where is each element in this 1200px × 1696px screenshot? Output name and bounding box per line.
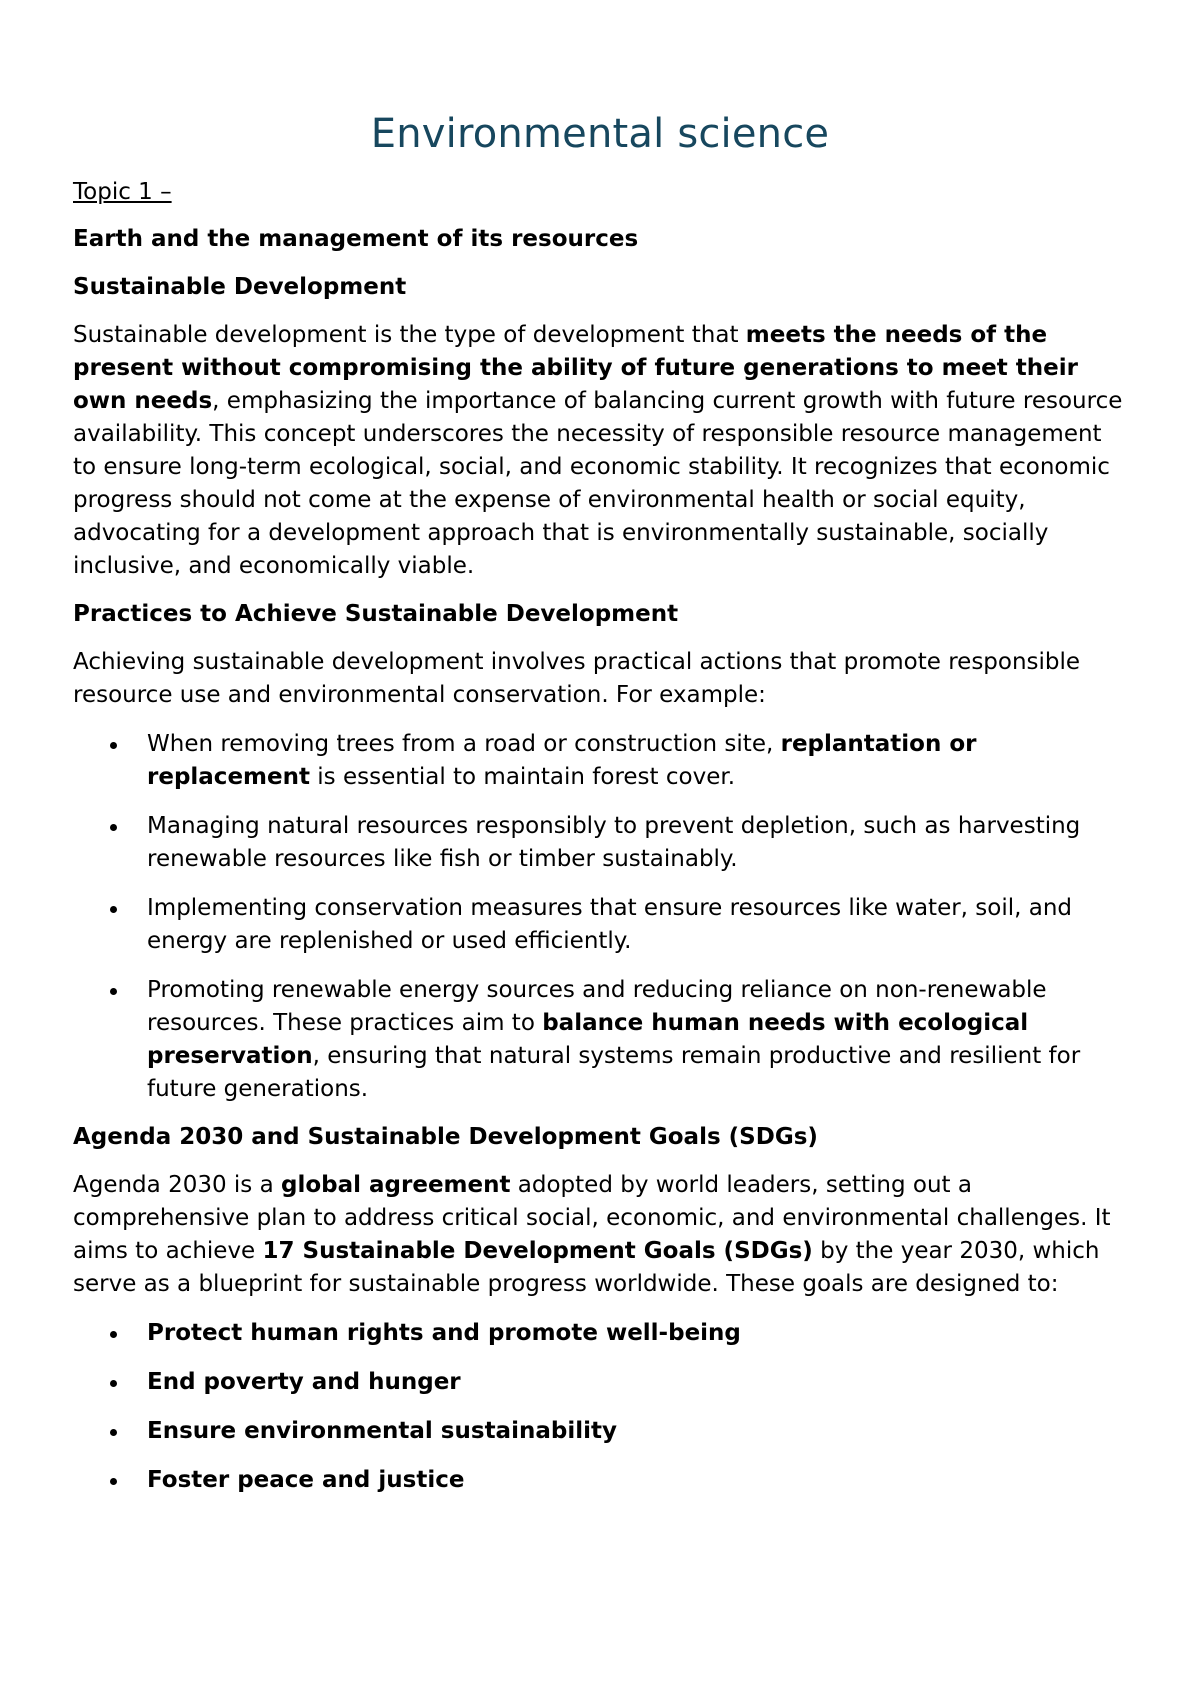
paragraph-practices-intro: Achieving sustainable development involves practical actions that promote responsible resource use and environmental conservation. For example:	[73, 649, 1081, 708]
text-run: Sustainable development is the type of development that	[73, 322, 746, 348]
list-item: Managing natural resources responsibly to prevent depletion, such as harvesting renewable resources like fish or timber sustainably.	[73, 810, 1127, 876]
goal-item: Protect human rights and promote well-being	[73, 1317, 1127, 1350]
sdg-goals-list	[73, 1317, 1127, 1497]
text-run: Agenda 2030 is a	[73, 1172, 281, 1198]
bold-text-run: meets the needs of the present without compromising the ability of future generations to meet their own needs	[73, 322, 1078, 414]
document-title: Environmental science	[370, 111, 830, 157]
text-run: When removing trees from a road or construction site,	[147, 731, 781, 757]
topic-label: Topic 1 –	[73, 179, 172, 205]
text-run: , ensuring that natural systems remain productive and resilient for future generations.	[147, 1043, 1081, 1102]
bold-text-run: 17 Sustainable Development Goals (SDGs)	[262, 1238, 813, 1264]
bold-text-run: global agreement	[281, 1172, 511, 1198]
text-run: Promoting renewable energy sources and reducing reliance on non-renewable resources. These practices aim to	[147, 977, 1047, 1036]
main-heading: Earth and the management of its resources	[73, 226, 639, 252]
list-item: Implementing conservation measures that ensure resources like water, soil, and energy are replenished or used efficiently.	[73, 892, 1127, 958]
section-heading-sustainable-development: Sustainable Development	[73, 274, 407, 300]
goal-item: Ensure environmental sustainability	[73, 1415, 1127, 1448]
paragraph-sustainable-development	[73, 319, 1127, 583]
list-item	[73, 728, 1127, 794]
practices-list	[73, 728, 1127, 1106]
text-run: is essential to maintain forest cover.	[309, 764, 736, 790]
text-run: by the year 2030, which serve as a blueprint for sustainable progress worldwide. These goals are designed to:	[73, 1238, 1100, 1297]
goal-item: Foster peace and justice	[73, 1464, 1127, 1497]
section-heading-agenda-2030: Agenda 2030 and Sustainable Development Goals (SDGs)	[73, 1124, 818, 1150]
bold-text-run: replantation or replacement	[147, 731, 977, 790]
goal-item: End poverty and hunger	[73, 1366, 1127, 1399]
list-item	[73, 974, 1127, 1106]
paragraph-agenda-2030	[73, 1169, 1127, 1301]
text-run: , emphasizing the importance of balancing current growth with future resource availability. This concept underscores the necessity of responsible resource management to ensure long-term ecological, social, and economic stability. It recognizes that economic progress should not come at the expense of environmental health or social equity, advocating for a development approach that is environmentally sustainable, socially inclusive, and economically viable.	[73, 388, 1123, 579]
text-run: adopted by world leaders, setting out a comprehensive plan to address critical social, economic, and environmental challenges. It aims to achieve	[73, 1172, 1111, 1264]
bold-text-run: balance human needs with ecological preservation	[147, 1010, 1029, 1069]
section-heading-practices: Practices to Achieve Sustainable Development	[73, 601, 679, 627]
